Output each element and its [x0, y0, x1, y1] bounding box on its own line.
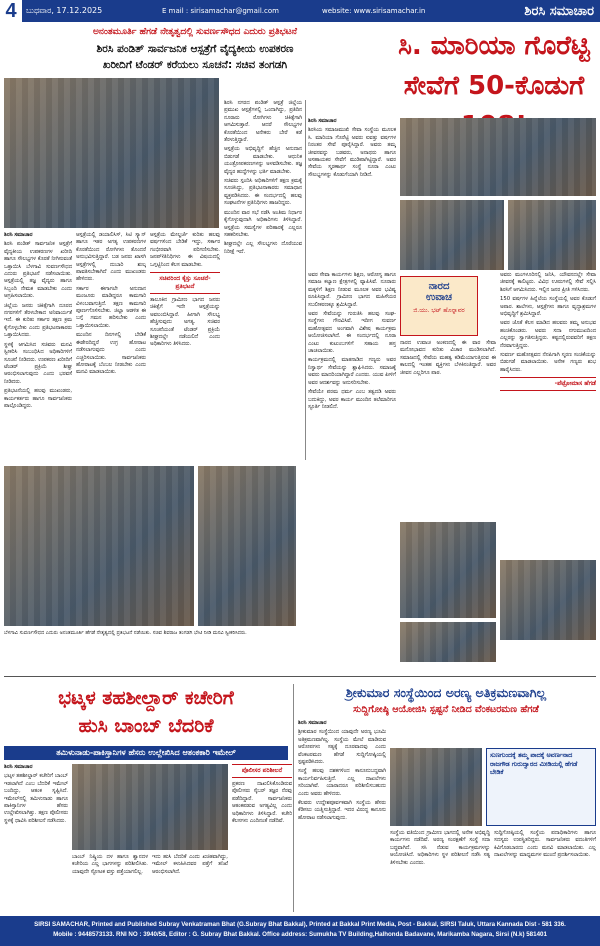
middle-photo-left — [4, 466, 194, 626]
top-story-pullquote: ಸಚಿವರಿಂದ ಕೈಸ್ತು ಸೂಚನೆ-ಪ್ರತಿಭಟನೆ — [150, 272, 220, 294]
right-story-headline-line1: ಸಿ. ಮಾರಿಯಾ ಗೊರೆಟ್ಟಿ — [398, 31, 590, 61]
narada-uvacha-box — [400, 276, 478, 336]
narada-box-title2: ಉವಾಚ — [425, 292, 453, 303]
middle-photo-caption: ಬೆಳಗಾವಿ ಸುವರ್ಣಸೌಧದ ಎದುರು ಅನಂತಮೂರ್ತಿ ಹೆಗಡೆ ನೇತೃತ್ವದಲ್ಲಿ ಪ್ರತಿಭಟನೆ ನಡೆಯಿತು. ಸಚಿವ ಶಿವರಾಜ ತಂಗಡಗಿ ಭೇಟಿ ನೀಡಿ ಮನವಿ ಸ್ವೀಕರಿಸಿದರು. — [4, 630, 247, 636]
right-story-headline-line2: ಸೇವೆಗೆ 50-ಕೊಡುಗೆ — [403, 71, 585, 101]
bottom-left-column-4: ಪೊಲೀಸರ ಪರಿಶೀಲನೆ ಪ್ರಕರಣ ದಾಖಲಿಸಿಕೊಂಡಿರುವ ಪೊಲೀಸರು ಸೈಬರ್ ತಜ್ಞರ ನೆರವು ಪಡೆದಿದ್ದಾರೆ. ಸಾರ್ವಜನಿಕರು ಆತಂಕಪಡುವ ಅಗತ್ಯವಿಲ್ಲ ಎಂದು ಅಧಿಕಾರಿಗಳು ತಿಳಿಸಿದ್ದಾರೆ. ಕಚೇರಿ ಕೆಲಸಗಳು ಎಂದಿನಂತೆ ನಡೆದಿವೆ. — [232, 764, 292, 912]
bottom-left-column-2: ಬಾಂಬ್ ನಿಷ್ಕ್ರಿಯ ದಳ ಹಾಗೂ ಶ್ವಾನದಳ ಕಚೇರಿಯ ಎಲ್ಲ ಭಾಗಗಳನ್ನು ಪರಿಶೀಲಿಸಿತು. ಯಾವುದೇ ಸ್ಫೋಟಕ ವಸ್ತು ಪತ್ತೆಯಾಗಲಿಲ್ಲ. — [72, 854, 148, 875]
bottom-right-column-1: ಶಿರಸಿ ಸಮಾಚಾರ ಶ್ರೀಕುಮಾರ ಸಂಸ್ಥೆಯಿಂದ ಯಾವುದೇ ಅರಣ್ಯ ಭೂಮಿ ಅತಿಕ್ರಮಣವಾಗಿಲ್ಲ. ಸಂಸ್ಥೆಯ ಮೇಲೆ ಮಾಡಿರುವ ಆರೋಪಗಳು ಸತ್ಯಕ್ಕೆ ದೂರವಾದವು ಎಂದು ವೆಂಕಟರಮಣ ಹೆಗಡೆ ಸುದ್ದಿಗೋಷ್ಠಿಯಲ್ಲಿ ಸ್ಪಷ್ಟಪಡಿಸಿದರು. ಸಂಸ್ಥೆ ಹಲವು ದಶಕಗಳಿಂದ ಕಾನೂನುಬದ್ಧವಾಗಿ ಕಾರ್ಯನಿರ್ವಹಿಸುತ್ತಿದೆ. ಎಲ್ಲ ದಾಖಲೆಗಳು ಸರಿಯಾಗಿವೆ. ಯಾರಾದರೂ ಪರಿಶೀಲಿಸಬಹುದು ಎಂದು ಅವರು ಹೇಳಿದರು. ಕೆಲವರು ಉದ್ದೇಶಪೂರ್ವಕವಾಗಿ ಸಂಸ್ಥೆಯ ಹೆಸರು ಕೆಡಿಸಲು ಯತ್ನಿಸುತ್ತಿದ್ದಾರೆ. ಇದರ ವಿರುದ್ಧ ಕಾನೂನು ಹೋರಾಟ ನಡೆಸಲಾಗುವುದು. — [298, 720, 386, 821]
page-header — [0, 0, 600, 22]
bottom-left-headline — [4, 684, 288, 740]
bottom-right-column-3: ಸುದ್ದಿಗೋಷ್ಠಿಯಲ್ಲಿ ಸಂಸ್ಥೆಯ ಪದಾಧಿಕಾರಿಗಳು ಹಾಗೂ ಸದಸ್ಯರು ಉಪಸ್ಥಿತರಿದ್ದರು. ಸಾರ್ವಜನಿಕರು ವದಂತಿಗಳಿಗೆ ಕಿವಿಗೊಡಬಾರದು ಎಂದು ಮನವಿ ಮಾಡಲಾಯಿತು. ಎಲ್ಲ ದಾಖಲೆಗಳನ್ನು ಮಾಧ್ಯಮಗಳ ಮುಂದೆ ಪ್ರದರ್ಶಿಸಲಾಯಿತು. — [494, 830, 596, 859]
bottom-left-column-3: ಇದು ಹುಸಿ ಬೆದರಿಕೆ ಎಂದು ಖಚಿತವಾಗಿದ್ದು, ಇಮೇಲ್ ಕಳುಹಿಸಿದವರ ಪತ್ತೆಗೆ ತನಿಖೆ ಆರಂಭಿಸಲಾಗಿದೆ. — [152, 854, 228, 875]
top-story-byline: ಶಿರಸಿ ಸಮಾಚಾರ — [4, 232, 33, 238]
bottom-column-rule — [293, 684, 294, 912]
right-story-pullquote: -ಪೆಟ್ರೋಮಾಸ ಹೆಗಡೆ — [500, 377, 596, 391]
narada-box-author: ಜಿ.ಯು. ಭಟ್ ಹೊನ್ನಾವರ — [413, 307, 465, 314]
top-story-column-4: ಶಿರಸಿ ನಗರದ ಪಂಡಿತ್ ಆಸ್ಪತ್ರೆ ಜಿಲ್ಲೆಯ ಪ್ರಮುಖ ಆಸ್ಪತ್ರೆಗಳಲ್ಲಿ ಒಂದಾಗಿದ್ದು, ಪ್ರತಿದಿನ ನೂರಾರು ರೋಗಿಗಳು ಚಿಕಿತ್ಸೆಗಾಗಿ ಆಗಮಿಸುತ್ತಾರೆ. ಆದರೆ ಸೌಲಭ್ಯಗಳ ಕೊರತೆಯಿಂದ ಅನೇಕರು ಬೇರೆ ಕಡೆ ತೆರಳುತ್ತಿದ್ದಾರೆ. ಆಸ್ಪತ್ರೆಯ ಅಭಿವೃದ್ಧಿಗೆ ಹೆಚ್ಚಿನ ಅನುದಾನ ಬಿಡುಗಡೆ ಮಾಡಬೇಕು. ಆಧುನಿಕ ಯಂತ್ರೋಪಕರಣಗಳನ್ನು ಅಳವಡಿಸಬೇಕು. ತಜ್ಞ ವೈದ್ಯರ ಹುದ್ದೆಗಳನ್ನು ಭರ್ತಿ ಮಾಡಬೇಕು. ಸಚಿವರು ಸ್ಪಂದಿಸಿ ಅಧಿಕಾರಿಗಳಿಗೆ ತಕ್ಷಣ ಕ್ರಮಕ್ಕೆ ಸೂಚಿಸಿದ್ದು, ಪ್ರತಿಭಟನಾಕಾರರು ಸಮಾಧಾನ ವ್ಯಕ್ತಪಡಿಸಿದರು. ಈ ಸಂದರ್ಭದಲ್ಲಿ ಹಲವು ಸಂಘಟನೆಗಳ ಪ್ರತಿನಿಧಿಗಳು ಹಾಜರಿದ್ದರು. ಮುಂದಿನ ವಾರ ಸಭೆ ನಡೆಸಿ ಅಂತಿಮ ನಿರ್ಧಾರ ಕೈಗೊಳ್ಳುವುದಾಗಿ ಅಧಿಕಾರಿಗಳು ತಿಳಿಸಿದ್ದಾರೆ. ಆಸ್ಪತ್ರೆಯ ಸಮಸ್ಯೆಗಳ ಪರಿಹಾರಕ್ಕೆ ಎಲ್ಲರೂ ಸಹಕರಿಸಬೇಕು. ಶೀಘ್ರದಲ್ಲೇ ಎಲ್ಲ ಸೌಲಭ್ಯಗಳು ದೊರೆಯುವ ನಿರೀಕ್ಷೆ ಇದೆ. — [224, 100, 302, 255]
middle-photo-right-3 — [400, 622, 496, 662]
right-story-byline: ಶಿರಸಿ ಸಮಾಚಾರ — [308, 118, 337, 124]
bottom-right-byline: ಶಿರಸಿ ಸಮಾಚಾರ — [298, 720, 327, 726]
top-story-column-1: ಶಿರಸಿ ಸಮಾಚಾರ ಶಿರಸಿ ಪಂಡಿತ್ ಸಾರ್ವಜನಿಕ ಆಸ್ಪತ್ರೆಗೆ ವೈದ್ಯಕೀಯ ಉಪಕರಣಗಳ ಖರೀದಿ ಹಾಗೂ ಸೌಲಭ್ಯಗಳ ಕೊರತೆ ನೀಗಿಸುವಂತೆ ಒತ್ತಾಯಿಸಿ ಬೆಳಗಾವಿ ಸುವರ್ಣಸೌಧದ ಎದುರು ಪ್ರತಿಭಟನೆ ನಡೆಸಲಾಯಿತು. ಆಸ್ಪತ್ರೆಯಲ್ಲಿ ತಜ್ಞ ವೈದ್ಯರು ಹಾಗೂ ಸಿಬ್ಬಂದಿ ನೇಮಕ ಮಾಡಬೇಕು ಎಂದು ಆಗ್ರಹಿಸಲಾಯಿತು. ಜಿಲ್ಲೆಯ ಜನರು ಚಿಕಿತ್ಸೆಗಾಗಿ ದೂರದ ನಗರಗಳಿಗೆ ತೆರಳಬೇಕಾದ ಅನಿವಾರ್ಯತೆ ಇದೆ. ಈ ಕುರಿತು ಸರ್ಕಾರ ತಕ್ಷಣ ಕ್ರಮ ಕೈಗೊಳ್ಳಬೇಕು ಎಂದು ಪ್ರತಿಭಟನಾಕಾರರು ಒತ್ತಾಯಿಸಿದರು. ಸ್ಥಳಕ್ಕೆ ಆಗಮಿಸಿದ ಸಚಿವರು ಮನವಿ ಸ್ವೀಕರಿಸಿ ಸಂಬಂಧಿಸಿದ ಅಧಿಕಾರಿಗಳಿಗೆ ಸೂಚನೆ ನೀಡಿದರು. ಉಪಕರಣ ಖರೀದಿಗೆ ಟೆಂಡರ್ ಪ್ರಕ್ರಿಯೆ ಶೀಘ್ರ ಆರಂಭಿಸಲಾಗುವುದು ಎಂದು ಭರವಸೆ ನೀಡಿದರು. ಪ್ರತಿಭಟನೆಯಲ್ಲಿ ಹಲವು ಮುಖಂಡರು, ಕಾರ್ಯಕರ್ತರು ಹಾಗೂ ಸಾರ್ವಜನಿಕರು ಪಾಲ್ಗೊಂಡಿದ್ದರು. — [4, 232, 72, 409]
bottom-left-headline-line2: ಹುಸಿ ಬಾಂಬ್ ಬೆದರಿಕೆ — [78, 715, 214, 737]
page-footer — [0, 916, 600, 946]
header-email[interactable]: E mail : sirisamachar@gmail.com — [162, 7, 279, 15]
bottom-left-photo — [72, 764, 228, 850]
right-story-column-1: ಶಿರಸಿ ಸಮಾಚಾರ ಶಿರಸಿಯ ಸಮಾಜಮುಖಿ ಸೇವಾ ಸಂಸ್ಥೆಯ ಮೂಲಕ ಸಿ. ಮಾರಿಯಾ ಗೊರೆಟ್ಟಿ ಅವರು ಐವತ್ತು ವರ್ಷಗಳ ನಿರಂತರ ಸೇವೆ ಪೂರೈಸಿದ್ದಾರೆ. ಅವರು ತಮ್ಮ ಜೀವನವನ್ನು ಬಡವರು, ಅನಾಥರು ಹಾಗೂ ಅಸಹಾಯಕರ ಸೇವೆಗೆ ಮುಡಿಪಾಗಿಟ್ಟಿದ್ದಾರೆ. ಅವರ ಸೇವೆಯ ಸ್ಮರಣಾರ್ಥ ಸಂಸ್ಥೆ ನೂರಾ ಎಂಟು ಸೌಲಭ್ಯಗಳನ್ನು ಕೊಡುಗೆಯಾಗಿ ನೀಡಿದೆ. — [308, 118, 396, 178]
footer-line1: SIRSI SAMACHAR, Printed and Published Subray Venkatraman Bhat (G.Subray Bhat Bakkal), Printed at Bakkal Print Media, Post - Bakkal, SIRSI Taluk, Uttara Kannada Dist - 581 336. — [34, 921, 566, 928]
bottom-left-pullquote: ಪೊಲೀಸರ ಪರಿಶೀಲನೆ — [232, 764, 292, 778]
middle-photo-right-2 — [500, 560, 596, 640]
right-story-photo-2 — [400, 200, 504, 270]
bottom-right-side-box: ಸುಣಗುಂದಕ್ಕೆ ತಮ್ಮ ಪಾದಕ್ಕೆ ಅವರ್ಣನಾದ ರಾಜಗೌಡ ಗುರುದ್ವಾರದ ಮೀಡಿಯಲ್ಲಿ ಹೆಗಡೆ ಬೇಡಿಕೆ — [486, 748, 596, 826]
bottom-right-column-2: ಸಂಸ್ಥೆಯ ವತಿಯಿಂದ ಗ್ರಾಮೀಣ ಭಾಗದಲ್ಲಿ ಅನೇಕ ಅಭಿವೃದ್ಧಿ ಕಾರ್ಯಗಳು ನಡೆದಿವೆ. ಅರಣ್ಯ ಸಂರಕ್ಷಣೆಗೆ ಸಂಸ್ಥೆ ಸದಾ ಬದ್ಧವಾಗಿದೆ. ಸಸಿ ನೆಡುವ ಕಾರ್ಯಕ್ರಮಗಳನ್ನು ಆಯೋಜಿಸಿದೆ. ಅಧಿಕಾರಿಗಳು ಸ್ಥಳ ಪರಿಶೀಲನೆ ನಡೆಸಿ ಸತ್ಯ ತಿಳಿಸಬೇಕು ಎಂದರು. — [390, 830, 490, 866]
bottom-right-headline-line2: ಸುದ್ದಿಗೋಷ್ಠಿ ಆಯೋಜಿಸಿ ಸ್ಪಷ್ಟನೆ ನೀಡಿದ ವೆಂಕಟರಮಣ ಹೆಗಡೆ — [353, 704, 539, 715]
right-story-column-4: ಅವರು ಮಂಗಳೂರಿನಲ್ಲಿ ಜನಿಸಿ, ಯೌವನದಲ್ಲೇ ಸೇವಾ ಜೀವನಕ್ಕೆ ಕಾಲಿಟ್ಟರು. ವಿವಿಧ ಊರುಗಳಲ್ಲಿ ಸೇವೆ ಸಲ್ಲಿಸಿ ಶಿರಸಿಗೆ ಆಗಮಿಸಿದರು. ಇಲ್ಲಿನ ಜನರ ಪ್ರೀತಿ ಗಳಿಸಿದರು. 150 ವರ್ಷಗಳ ಹಿನ್ನೆಲೆಯ ಸಂಸ್ಥೆಯಲ್ಲಿ ಅವರ ಕೊಡುಗೆ ಅಪಾರ. ಶಾಲೆಗಳು, ಆಸ್ಪತ್ರೆಗಳು ಹಾಗೂ ವೃದ್ಧಾಶ್ರಮಗಳ ಅಭಿವೃದ್ಧಿಗೆ ಶ್ರಮಿಸಿದ್ದಾರೆ. ಅವರ ಜೊತೆ ಕೆಲಸ ಮಾಡಿದ ಹಲವರು ತಮ್ಮ ಅನುಭವ ಹಂಚಿಕೊಂಡರು. ಅವರು ಸದಾ ನಗುಮುಖದಿಂದ ಎಲ್ಲರನ್ನು ಸ್ವಾಗತಿಸುತ್ತಿದ್ದರು. ಕಷ್ಟದಲ್ಲಿರುವವರಿಗೆ ತಕ್ಷಣ ನೆರವಾಗುತ್ತಿದ್ದರು. ಸುವರ್ಣ ಮಹೋತ್ಸವದ ನೆನಪಿಗಾಗಿ ಸ್ಮರಣ ಸಂಚಿಕೆಯನ್ನು ಬಿಡುಗಡೆ ಮಾಡಲಾಯಿತು. ಅನೇಕ ಗಣ್ಯರು ಶುಭ ಹಾರೈಸಿದರು. -ಪೆಟ್ರೋಮಾಸ ಹೆಗಡೆ — [500, 272, 596, 652]
bottom-right-headline-line1: ಶ್ರೀಕುಮಾರ ಸಂಸ್ಥೆಯಿಂದ ಅರಣ್ಯ ಅತಿಕ್ರಮಣವಾಗಿಲ್ಲ — [345, 685, 547, 700]
page-number: 4 — [0, 0, 22, 22]
top-story-headline-line1: ಶಿರಸಿ ಪಂಡಿತ್ ಸಾರ್ವಜನಿಕ ಆಸ್ಪತ್ರೆಗೆ ವೈದ್ಯಕೀಯ ಉಪಕರಣ — [96, 43, 294, 55]
top-story-headline — [4, 41, 386, 73]
issue-date: ಬುಧವಾರ, 17.12.2025 — [26, 6, 103, 15]
bottom-left-byline: ಶಿರಸಿ ಸಮಾಚಾರ — [4, 764, 33, 770]
bottom-right-headline — [296, 684, 596, 717]
narada-box-title1: ನಾರದ — [428, 281, 450, 292]
section-divider — [4, 676, 596, 677]
middle-photo-center — [198, 466, 296, 626]
column-rule — [305, 100, 306, 460]
right-story-column-3: ನಾರದ ಉವಾಚ ಅಂಕಣದಲ್ಲಿ ಈ ವಾರ ಸೇವಾ ಮನೋಭಾವದ ಕುರಿತು ವಿಚಾರ ಮಂಡಿಸಲಾಗಿದೆ. ಸಮಾಜದಲ್ಲಿ ಸೇವೆಯ ಮಹತ್ವ ಕಡಿಮೆಯಾಗುತ್ತಿರುವ ಈ ಕಾಲದಲ್ಲಿ ಇಂತಹ ವ್ಯಕ್ತಿಗಳು ಬೆಳಕಿನಂತಿದ್ದಾರೆ. ಅವರ ಜೀವನ ಎಲ್ಲರಿಗೂ ಪಾಠ. — [400, 340, 496, 376]
bottom-left-column-1: ಶಿರಸಿ ಸಮಾಚಾರ ಭಟ್ಕಳ ತಹಶೀಲ್ದಾರ್ ಕಚೇರಿಗೆ ಬಾಂಬ್ ಇಡಲಾಗಿದೆ ಎಂಬ ಬೆದರಿಕೆ ಇಮೇಲ್ ಬಂದಿದ್ದು, ಆತಂಕ ಸೃಷ್ಟಿಸಿದೆ. ಇಮೇಲ್‌ನಲ್ಲಿ ತಮಿಳುನಾಡು ಹಾಗೂ ಪಾಕಿಸ್ತಾನಿಗಳ ಹೆಸರು ಉಲ್ಲೇಖಿಸಲಾಗಿತ್ತು. ತಕ್ಷಣ ಪೊಲೀಸರು ಸ್ಥಳಕ್ಕೆ ಧಾವಿಸಿ ಪರಿಶೀಲನೆ ನಡೆಸಿದರು. — [4, 764, 68, 824]
masthead: ಶಿರಸಿ ಸಮಾಚಾರ — [524, 3, 594, 19]
top-story-column-2: ಆಸ್ಪತ್ರೆಯಲ್ಲಿ ಡಯಾಲಿಸಿಸ್, ಸಿಟಿ ಸ್ಕ್ಯಾನ್ ಹಾಗೂ ಇತರ ಅಗತ್ಯ ಉಪಕರಣಗಳ ಕೊರತೆಯಿಂದ ರೋಗಿಗಳು ತೊಂದರೆ ಅನುಭವಿಸುತ್ತಿದ್ದಾರೆ. ಬಡ ಜನರು ಖಾಸಗಿ ಆಸ್ಪತ್ರೆಗಳಲ್ಲಿ ದುಬಾರಿ ಶುಲ್ಕ ಪಾವತಿಸಬೇಕಾಗಿದೆ ಎಂದು ಮುಖಂಡರು ಹೇಳಿದರು. ಸರ್ಕಾರ ಈಗಾಗಲೇ ಅನುದಾನ ಮಂಜೂರು ಮಾಡಿದ್ದರೂ ಕಾಮಗಾರಿ ವಿಳಂಬವಾಗುತ್ತಿದೆ. ತಕ್ಷಣ ಕಾಮಗಾರಿ ಪೂರ್ಣಗೊಳಿಸಬೇಕು. ಜಿಲ್ಲಾ ಆಡಳಿತ ಈ ಬಗ್ಗೆ ಗಮನ ಹರಿಸಬೇಕು ಎಂದು ಒತ್ತಾಯಿಸಲಾಯಿತು. ಮುಂದಿನ ದಿನಗಳಲ್ಲಿ ಬೇಡಿಕೆ ಈಡೇರದಿದ್ದರೆ ಉಗ್ರ ಹೋರಾಟ ನಡೆಸಲಾಗುವುದು ಎಂದು ಎಚ್ಚರಿಸಲಾಯಿತು. ಸಾರ್ವಜನಿಕರು ಹೋರಾಟಕ್ಕೆ ಬೆಂಬಲ ನೀಡಬೇಕು ಎಂದು ಮನವಿ ಮಾಡಲಾಯಿತು. — [76, 232, 146, 376]
bottom-left-headline-line1: ಭಟ್ಕಳ ತಹಶೀಲ್ದಾರ್ ಕಚೇರಿಗೆ — [58, 687, 234, 709]
bottom-left-subheadline: ತಮಿಳುನಾಡು-ಪಾಕಿಸ್ತಾನಿಗಳ ಹೆಸರು ಉಲ್ಲೇಖಿಸಿದ ಆತಂಕಕಾರಿ ಇಮೇಲ್ — [4, 746, 288, 760]
footer-line2: Mobile : 9448573133. RNI NO : 3940/58, Editor : G. Subray Bhat Bakkal. Office address: Sumukha TV Building,Halhonda Badavane, Marikamba Nagara, Sirsi (N.k) 581401 — [53, 931, 547, 938]
right-story-headline — [392, 26, 596, 112]
header-website[interactable]: website: www.sirisamachar.in — [322, 7, 426, 15]
top-story-photo — [4, 78, 219, 228]
top-story-kicker: ಅನಂತಮೂರ್ತಿ ಹೆಗಡೆ ನೇತೃತ್ವದಲ್ಲಿ ಸುವರ್ಣಸೌಧದ ಎದುರು ಪ್ರತಿಭಟನೆ — [92, 27, 298, 37]
bottom-right-photo — [390, 748, 482, 826]
right-story-photo-3 — [508, 200, 596, 270]
top-story-column-3: ಆಸ್ಪತ್ರೆಯ ಮೇಲ್ದರ್ಜೆ ಕುರಿತು ಹಲವು ವರ್ಷಗಳಿಂದ ಬೇಡಿಕೆ ಇದ್ದು, ಸರ್ಕಾರ ಗಂಭೀರವಾಗಿ ಪರಿಗಣಿಸಬೇಕು. ಜನಪ್रತಿನಿಧಿಗಳು ಈ ವಿಷಯದಲ್ಲಿ ಒಗ್ಗಟ್ಟಿನಿಂದ ಕೆಲಸ ಮಾಡಬೇಕು. ಸಚಿವರಿಂದ ಕೈಸ್ತು ಸೂಚನೆ-ಪ್ರತಿಭಟನೆ ತಾಲೂಕಿನ ಗ್ರಾಮೀಣ ಭಾಗದ ಜನರು ಚಿಕಿತ್ಸೆಗೆ ಇದೇ ಆಸ್ಪತ್ರೆಯನ್ನು ಅವಲಂಬಿಸಿದ್ದಾರೆ. ಹೀಗಾಗಿ ಸೌಲಭ್ಯ ಹೆಚ್ಚಿಸುವುದು ಅಗತ್ಯ. ಸಚಿವರ ಸೂಚನೆಯಂತೆ ಟೆಂಡರ್ ಪ್ರಕ್ರಿಯೆ ಶೀಘ್ರದಲ್ಲೇ ನಡೆಯಲಿದೆ ಎಂದು ಅಧಿಕಾರಿಗಳು ತಿಳಿಸಿದರು. — [150, 232, 220, 348]
right-story-column-2: ಅವರ ಸೇವಾ ಕಾರ್ಯಗಳು ಶಿಕ್ಷಣ, ಆರೋಗ್ಯ ಹಾಗೂ ಸಮಾಜ ಕಲ್ಯಾಣ ಕ್ಷೇತ್ರಗಳಲ್ಲಿ ವ್ಯಾಪಿಸಿವೆ. ನೂರಾರು ಮಕ್ಕಳಿಗೆ ಶಿಕ್ಷಣ ನೀಡುವ ಮೂಲಕ ಅವರ ಭವಿಷ್ಯ ರೂಪಿಸಿದ್ದಾರೆ. ಗ್ರಾಮೀಣ ಭಾಗದ ಮಹಿಳೆಯರ ಸಬಲೀಕರಣಕ್ಕೂ ಶ್ರಮಿಸಿದ್ದಾರೆ. ಅವರ ಸೇವೆಯನ್ನು ಗುರುತಿಸಿ ಹಲವು ಸಂಘ-ಸಂಸ್ಥೆಗಳು ಗೌರವಿಸಿವೆ. ಇದೀಗ ಸುವರ್ಣ ಮಹೋತ್ಸವದ ಅಂಗವಾಗಿ ವಿಶೇಷ ಕಾರ್ಯಕ್ರಮ ಆಯೋಜಿಸಲಾಗಿದೆ. ಈ ಸಂದರ್ಭದಲ್ಲಿ ನೂರಾ ಎಂಟು ಕುಟುಂಬಗಳಿಗೆ ಸಹಾಯ ಹಸ್ತ ಚಾಚಲಾಯಿತು. ಕಾರ್ಯಕ್ರಮದಲ್ಲಿ ಮಾತನಾಡಿದ ಗಣ್ಯರು ಅವರ ನಿಸ್ವಾರ್ಥ ಸೇವೆಯನ್ನು ಶ್ಲಾಘಿಸಿದರು. ಸಮಾಜಕ್ಕೆ ಅವರು ಮಾದರಿಯಾಗಿದ್ದಾರೆ ಎಂದರು. ಯುವ ಪೀಳಿಗೆ ಅವರ ಆದರ್ಶವನ್ನು ಅನುಸರಿಸಬೇಕು. ಸೇವೆಯೇ ಪರಮ ಧರ್ಮ ಎಂಬ ತತ್ವದಡಿ ಅವರು ಬದುಕಿದ್ದು, ಅವರ ಕಾರ್ಯ ಮುಂದಿನ ತಲೆಮಾರಿಗೂ ಸ್ಫೂರ್ತಿ ನೀಡಲಿದೆ. — [308, 272, 396, 410]
middle-photo-right-1 — [400, 522, 496, 618]
right-story-photo-1 — [400, 118, 596, 196]
top-story-headline-line2: ಖರೀದಿಗೆ ಟೆಂಡರ್ ಕರೆಯಲು ಸೂಚನೆ: ಸಚಿವ ತಂಗಡಗಿ — [102, 59, 288, 71]
